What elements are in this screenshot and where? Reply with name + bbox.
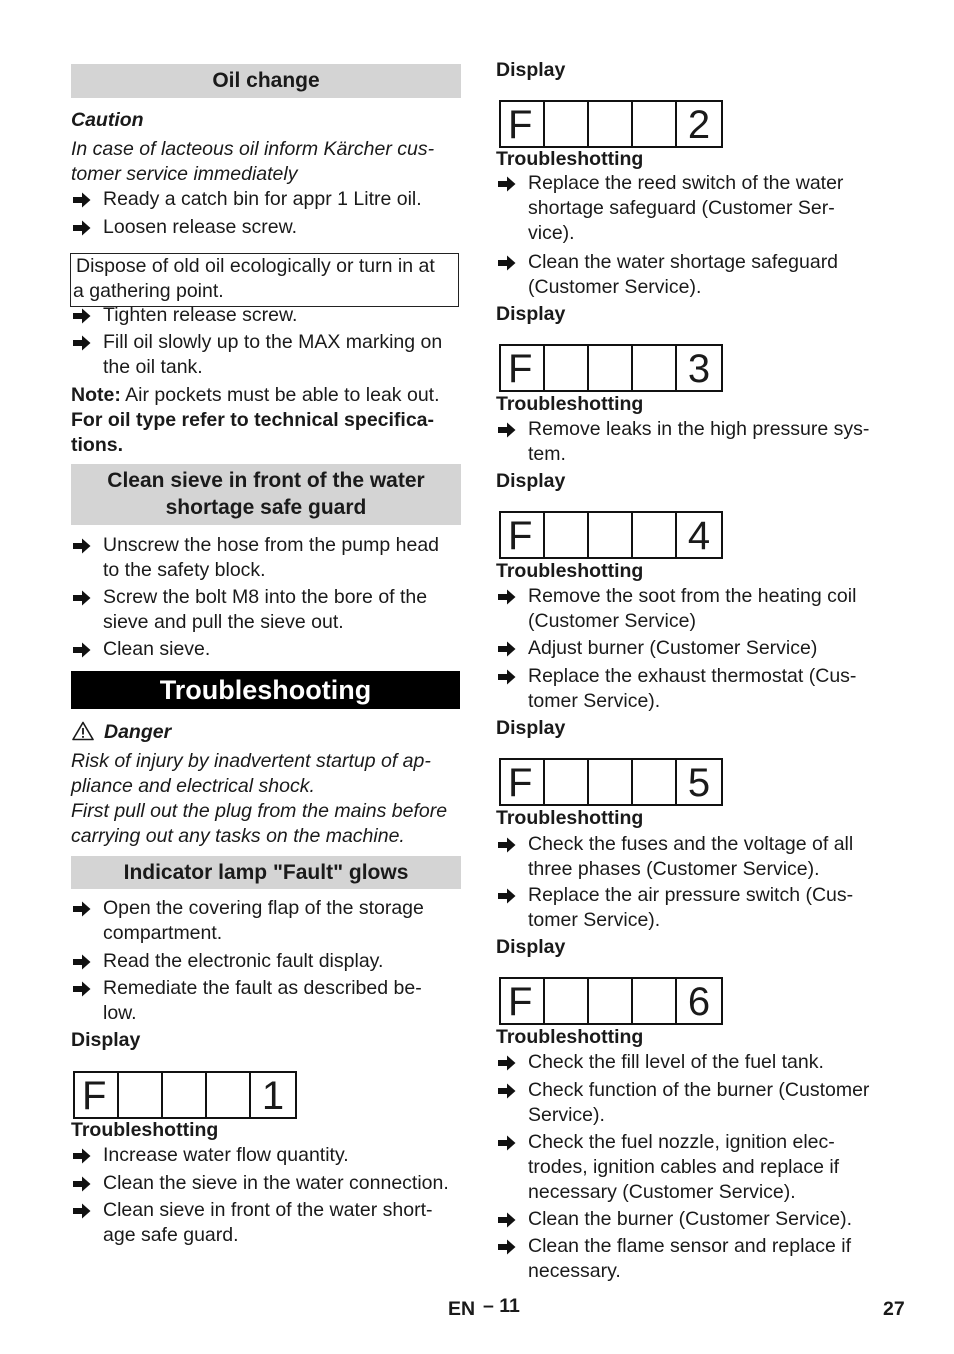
step-text-line: necessary (Customer Service). xyxy=(528,1181,796,1203)
display-cell-blank xyxy=(589,513,633,557)
step-text-line: compartment. xyxy=(103,922,223,944)
step-text-line: Clean the water shortage safeguard xyxy=(528,251,839,273)
arrow-right-icon xyxy=(497,836,517,854)
step-text-line: Screw the bolt M8 into the bore of the xyxy=(103,586,428,608)
footer-section-page: – 11 xyxy=(483,1295,520,1317)
troubleshooting-label-f2: Troubleshotting xyxy=(496,148,644,170)
step-text-line: age safe guard. xyxy=(103,1224,239,1246)
fault-display-f3 xyxy=(499,344,723,392)
danger-text-line-1: Risk of injury by inadvertent startup of ap- xyxy=(71,750,431,772)
display-cell-code: 3 xyxy=(687,347,711,391)
step-text-line: tomer Service). xyxy=(528,909,661,931)
caution-text-line-2: tomer service immediately xyxy=(71,163,298,185)
display-label-f2: Display xyxy=(496,59,566,81)
display-cell-blank xyxy=(633,346,677,390)
display-cell-code: 4 xyxy=(687,514,711,558)
step-text-line: Check the fuses and the voltage of all xyxy=(528,833,854,855)
danger-text-line-4: carrying out any tasks on the machine. xyxy=(71,825,405,847)
display-label-f6: Display xyxy=(496,936,566,958)
display-cell-letter: F xyxy=(501,979,545,1023)
display-cell-blank xyxy=(545,513,589,557)
caution-text-line-1: In case of lacteous oil inform Kärcher cus- xyxy=(71,138,435,160)
oil-change-heading-text: Oil change xyxy=(212,69,320,92)
display-label-f3: Display xyxy=(496,303,566,325)
arrow-right-icon xyxy=(497,640,517,658)
arrow-right-icon xyxy=(497,1082,517,1100)
disposal-note-line-2: a gathering point. xyxy=(73,280,224,302)
display-cell-blank xyxy=(163,1073,207,1117)
arrow-right-icon xyxy=(497,588,517,606)
step-text-line: Service). xyxy=(528,1104,605,1126)
display-cell-code: 6 xyxy=(687,980,711,1024)
troubleshooting-title: Troubleshooting xyxy=(159,675,372,705)
step-text-line: to the safety block. xyxy=(103,559,266,581)
arrow-right-icon xyxy=(72,980,92,998)
arrow-right-icon xyxy=(72,953,92,971)
step-text-line: three phases (Customer Service). xyxy=(528,858,820,880)
footer-language: EN xyxy=(448,1298,476,1320)
step-text-line: Check function of the burner (Customer xyxy=(528,1079,870,1101)
troubleshooting-label-f4: Troubleshotting xyxy=(496,560,644,582)
arrow-right-icon xyxy=(497,1134,517,1152)
arrow-right-icon xyxy=(497,1211,517,1229)
arrow-right-icon xyxy=(72,1147,92,1165)
arrow-right-icon xyxy=(497,421,517,439)
step-text-line: Remove leaks in the high pressure sys- xyxy=(528,418,870,440)
arrow-right-icon xyxy=(72,900,92,918)
warning-triangle-icon xyxy=(72,721,94,741)
display-cell-letter: F xyxy=(75,1073,119,1117)
step-text-line: Increase water flow quantity. xyxy=(103,1144,349,1166)
oil-change-heading xyxy=(71,64,461,98)
troubleshooting-title-bar xyxy=(71,671,460,709)
danger-text-line-3: First pull out the plug from the mains before xyxy=(71,800,448,822)
step-text-line: Ready a catch bin for appr 1 Litre oil. xyxy=(103,188,422,210)
step-text-line: Replace the exhaust thermostat (Cus- xyxy=(528,665,857,687)
display-cell-blank xyxy=(545,979,589,1023)
display-label-f4: Display xyxy=(496,470,566,492)
troubleshooting-label-f1: Troubleshotting xyxy=(71,1119,219,1141)
step-text-line: Check the fill level of the fuel tank. xyxy=(528,1051,824,1073)
troubleshooting-label-f5: Troubleshotting xyxy=(496,807,644,829)
clean-sieve-heading-line-2: shortage safe guard xyxy=(165,496,367,519)
display-label-f5: Display xyxy=(496,717,566,739)
display-cell-blank xyxy=(633,979,677,1023)
danger-text-line-2: pliance and electrical shock. xyxy=(71,775,315,797)
display-cell-blank xyxy=(633,102,677,146)
step-text-line: tomer Service). xyxy=(528,690,661,712)
caution-label: Caution xyxy=(71,109,144,131)
step-text-line: Clean the burner (Customer Service). xyxy=(528,1208,853,1230)
disposal-note-box xyxy=(70,253,459,307)
indicator-lamp-heading xyxy=(71,856,461,889)
step-text-line: Clean the flame sensor and replace if xyxy=(528,1235,852,1257)
air-pocket-note xyxy=(71,383,440,408)
arrow-right-icon xyxy=(72,1202,92,1220)
step-text-line: Read the electronic fault display. xyxy=(103,950,384,972)
oil-type-line-1: For oil type refer to technical specifica- xyxy=(71,409,435,431)
display-cell-blank xyxy=(545,102,589,146)
step-text-line: Tighten release screw. xyxy=(103,304,298,326)
display-cell-blank xyxy=(589,102,633,146)
fault-display-f6 xyxy=(499,977,723,1025)
arrow-right-icon xyxy=(72,191,92,209)
display-label-f1: Display xyxy=(71,1029,141,1051)
step-text-line: Remediate the fault as described be- xyxy=(103,977,422,999)
arrow-right-icon xyxy=(72,1175,92,1193)
arrow-right-icon xyxy=(497,175,517,193)
arrow-right-icon xyxy=(72,219,92,237)
step-text-line: Fill oil slowly up to the MAX marking on xyxy=(103,331,443,353)
fault-display-f2 xyxy=(499,100,723,148)
display-cell-code: 2 xyxy=(687,103,711,147)
fault-display-f4 xyxy=(499,511,723,559)
troubleshooting-label-f6: Troubleshotting xyxy=(496,1026,644,1048)
step-text-line: vice). xyxy=(528,222,575,244)
arrow-right-icon xyxy=(72,641,92,659)
display-cell-blank xyxy=(589,979,633,1023)
display-cell-blank xyxy=(545,346,589,390)
step-text-line: Check the fuel nozzle, ignition elec- xyxy=(528,1131,835,1153)
step-text-line: the oil tank. xyxy=(103,356,203,378)
troubleshooting-label-f3: Troubleshotting xyxy=(496,393,644,415)
display-cell-letter: F xyxy=(501,760,545,804)
display-cell-blank xyxy=(633,760,677,804)
arrow-right-icon xyxy=(497,668,517,686)
display-cell-blank xyxy=(207,1073,251,1117)
fault-display-f5 xyxy=(499,758,723,806)
step-text-line: sieve and pull the sieve out. xyxy=(103,611,344,633)
arrow-right-icon xyxy=(72,307,92,325)
step-text-line: shortage safeguard (Customer Ser- xyxy=(528,197,835,219)
step-text-line: Clean the sieve in the water connection. xyxy=(103,1172,449,1194)
display-cell-blank xyxy=(545,760,589,804)
display-cell-letter: F xyxy=(501,513,545,557)
step-text-line: tem. xyxy=(528,443,566,465)
display-cell-blank xyxy=(589,346,633,390)
clean-sieve-heading xyxy=(71,464,461,525)
step-text-line: low. xyxy=(103,1002,137,1024)
step-text-line: Adjust burner (Customer Service) xyxy=(528,637,818,659)
footer-page-number: 27 xyxy=(883,1298,905,1320)
step-text-line: Unscrew the hose from the pump head xyxy=(103,534,440,556)
arrow-right-icon xyxy=(72,537,92,555)
arrow-right-icon xyxy=(497,1238,517,1256)
step-text-line: Clean sieve. xyxy=(103,638,211,660)
display-cell-letter: F xyxy=(501,346,545,390)
arrow-right-icon xyxy=(72,589,92,607)
display-cell-code: 5 xyxy=(687,761,711,805)
fault-display-f1 xyxy=(73,1071,297,1119)
display-cell-letter: F xyxy=(501,102,545,146)
step-text-line: Replace the air pressure switch (Cus- xyxy=(528,884,854,906)
note-text: Air pockets must be able to leak out. xyxy=(120,384,440,406)
step-text-line: trodes, ignition cables and replace if xyxy=(528,1156,840,1178)
note-label: Note: xyxy=(71,384,121,406)
arrow-right-icon xyxy=(497,887,517,905)
arrow-right-icon xyxy=(72,334,92,352)
step-text-line: (Customer Service) xyxy=(528,610,696,632)
step-text-line: (Customer Service). xyxy=(528,276,702,298)
display-cell-blank xyxy=(119,1073,163,1117)
danger-label: Danger xyxy=(104,721,172,743)
oil-type-line-2: tions. xyxy=(71,434,123,456)
step-text-line: Loosen release screw. xyxy=(103,216,298,238)
step-text-line: Open the covering flap of the storage xyxy=(103,897,424,919)
display-cell-blank xyxy=(589,760,633,804)
indicator-lamp-heading-text: Indicator lamp "Fault" glows xyxy=(123,861,409,884)
display-cell-code: 1 xyxy=(261,1074,285,1118)
disposal-note-line-1: Dispose of old oil ecologically or turn in at xyxy=(76,255,435,277)
clean-sieve-heading-line-1: Clean sieve in front of the water xyxy=(107,469,425,492)
step-text-line: necessary. xyxy=(528,1260,621,1282)
step-text-line: Remove the soot from the heating coil xyxy=(528,585,857,607)
step-text-line: Replace the reed switch of the water xyxy=(528,172,844,194)
arrow-right-icon xyxy=(497,254,517,272)
arrow-right-icon xyxy=(497,1054,517,1072)
display-cell-blank xyxy=(633,513,677,557)
step-text-line: Clean sieve in front of the water short- xyxy=(103,1199,433,1221)
